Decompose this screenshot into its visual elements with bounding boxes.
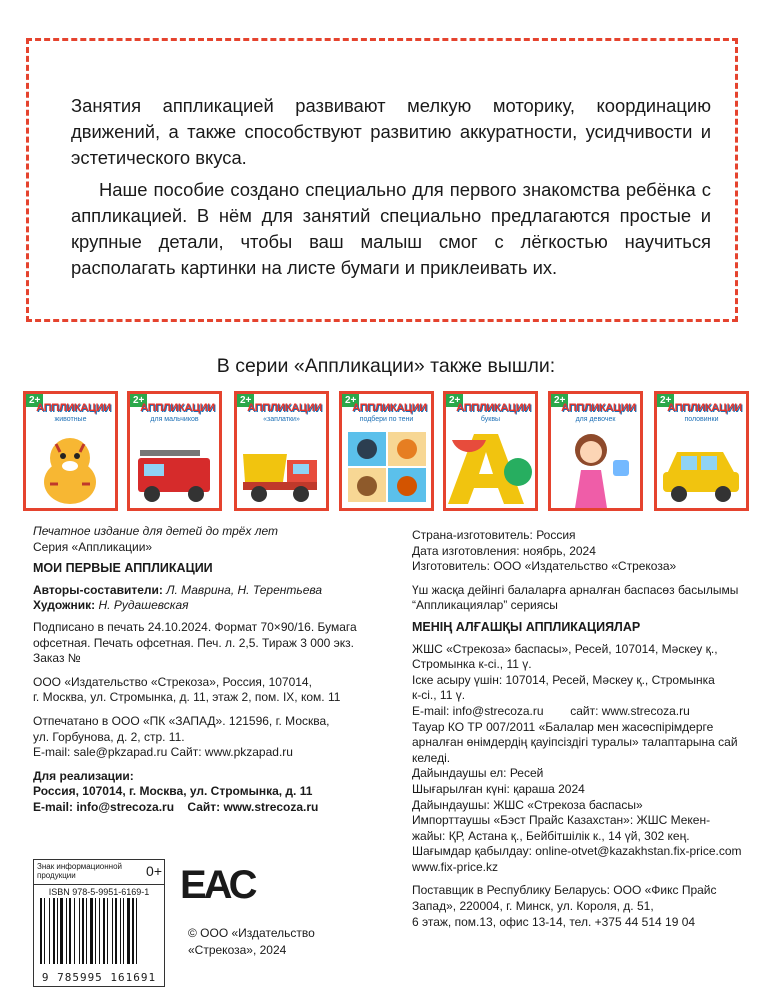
kz-edition: Үш жасқа дейінгі балаларға арналған баспасөз басылымы [412, 582, 739, 597]
book-title: АППЛИКАЦИИ [352, 402, 427, 414]
book-title: АППЛИКАЦИИ [561, 402, 636, 414]
book-subtitle: буквы [480, 416, 501, 423]
copyright-line-1: © ООО «Издательство [188, 926, 315, 940]
age-mark: 0+ [146, 863, 162, 879]
barcode-bar [60, 898, 63, 964]
printed-1: Отпечатано в ООО «ПК «ЗАПАД». 121596, г. Москва, [33, 713, 330, 728]
kz-line-5: Іске асыру үшін: 107014, Ресей, Мәскеу қ., Стромынка [412, 672, 715, 687]
book-cover-girls [548, 391, 643, 511]
age-badge: 2+ [26, 394, 43, 407]
age-badge: 2+ [237, 394, 254, 407]
printed-3: E-mail: sale@pkzapad.ru Сайт: www.pkzapad.ru [33, 745, 293, 760]
book-cover-patches [234, 391, 329, 511]
book-title: АППЛИКАЦИИ [667, 402, 742, 414]
book-title: АППЛИКАЦИИ [247, 402, 322, 414]
eac-mark: ЕАС [180, 863, 255, 907]
kz-line-16: Шағымдар қабылдау: online-otvet@kazakhstan.fix-price.com [412, 844, 742, 859]
book-cover-shadows [339, 391, 434, 511]
country: Страна-изготовитель: Россия [412, 528, 576, 542]
age-badge: 2+ [130, 394, 147, 407]
book-cover-letters [443, 391, 538, 511]
series-heading: В серии «Аппликации» также вышли: [216, 355, 556, 377]
kz-line-14: Импорттаушы «Бэст Прайс Казахстан»: ЖШС Мекен- [412, 813, 711, 828]
barcode-bar [99, 898, 100, 964]
manufacturer: Изготовитель: ООО «Издательство «Стрекоза» [412, 559, 677, 574]
age-badge: 2+ [657, 394, 674, 407]
kz-line-4: Стромынка к-сi., 11 ү. [412, 657, 532, 672]
sales-contacts: E-mail: info@strecoza.ru Сайт: www.strecoza.ru [33, 799, 319, 814]
kz-line-11: Дайындаушы ел: Ресей [412, 766, 544, 781]
kz-line-7: E-mail: info@strecoza.ru сайт: www.strecoza.ru [412, 703, 690, 718]
barcode-bar [44, 898, 45, 964]
book-cover-boys [127, 391, 222, 511]
barcode-bar [69, 898, 71, 964]
publisher-2: г. Москва, ул. Стромынка, д. 11, этаж 2, пом. IX, ком. 11 [33, 690, 341, 705]
kz-line-6: к-сі., 11 ү. [412, 688, 466, 703]
artist-label: Художник: [33, 598, 96, 613]
barcode-bar [136, 898, 137, 964]
barcode-bar [49, 898, 50, 964]
barcode-bar [120, 898, 121, 964]
book-cover-animals [23, 391, 118, 511]
intro-paragraph-1: Занятия аппликацией развивают мелкую моторику, координацию движений, а также способствуют развитию аккуратности, усидчивости и эстетического вкуса. [71, 95, 711, 168]
barcode-icon [40, 898, 160, 968]
sales-label: Для реализации: [33, 768, 134, 783]
edition-note: Печатное издание для детей до трёх лет [33, 524, 279, 538]
imprint-right [412, 528, 752, 930]
artist: Н. Рудашевская [98, 598, 189, 613]
manufacture-date: Дата изготовления: ноябрь, 2024 [412, 543, 596, 558]
authors-label: Авторы-составители: [33, 582, 163, 597]
barcode-bar [53, 898, 55, 964]
isbn: ISBN 978-5-9951-6169-1 [34, 884, 164, 897]
imprint-russian [33, 524, 393, 816]
barcode-bar [112, 898, 113, 964]
shadow-match-illustration [342, 424, 431, 508]
age-badge: 2+ [342, 394, 359, 407]
barcode-bar [57, 898, 58, 964]
barcode-bar [95, 898, 96, 964]
barcode-bar [90, 898, 93, 964]
barcode-bar [103, 898, 105, 964]
print-info-1: Подписано в печать 24.10.2024. Формат 70×90/16. Бумага [33, 619, 357, 634]
barcode-bar [66, 898, 67, 964]
barcode-bar [86, 898, 87, 964]
barcode-bar [132, 898, 134, 964]
kz-line-12: Шығарылған күні: қараша 2024 [412, 781, 585, 796]
intro-paragraph-2: Наше пособие создано специально для первого знакомства ребёнка с аппликацией. В нём для занятий специально предлагаются простые и крупные детали, чтобы ваш малыш смог с лёгкостью научиться располагать картинки на листе бумаги и приклеивать их. [71, 179, 711, 278]
info-product-label: Знак информационной продукции [37, 862, 122, 880]
book-subtitle: половинки [684, 416, 719, 423]
sales-address: Россия, 107014, г. Москва, ул. Стромынка, д. 11 [33, 784, 313, 799]
book-subtitle: для девочек [575, 416, 616, 423]
barcode-bar [74, 898, 75, 964]
kz-line-10: келеді. [412, 750, 451, 765]
kz-series: “Аппликациялар” сериясы [412, 598, 558, 613]
book-title: АППЛИКАЦИИ [140, 402, 215, 414]
age-badge: 2+ [446, 394, 463, 407]
barcode-bar [40, 898, 42, 964]
fire-truck-illustration [130, 424, 219, 508]
letter-a-illustration [446, 424, 535, 508]
barcode-bar [82, 898, 84, 964]
book-subtitle: животные [54, 416, 87, 423]
by-line-3: 6 этаж, пом.13, офис 13-14, тел. +375 44 514 19 04 [412, 914, 696, 929]
copyright [188, 925, 315, 959]
barcode-digits: 9 785995 161691 [41, 971, 157, 984]
kz-book-title: МЕНІҢ АЛҒАШҚЫ АППЛИКАЦИЯЛАР [412, 619, 641, 634]
barcode-bar [127, 898, 130, 964]
intro-box [26, 38, 738, 322]
print-info-3: Заказ № [33, 651, 81, 666]
book-title: АППЛИКАЦИИ [456, 402, 531, 414]
kz-line-15: жайы: ҚР, Астана қ., Бейбітшілік к., 14 үй, 302 кең. [412, 828, 690, 843]
series-line: Серия «Аппликации» [33, 539, 153, 554]
publisher-1: ООО «Издательство «Стрекоза», Россия, 107014, [33, 674, 312, 689]
by-line-1: Поставщик в Республику Беларусь: ООО «Фикс Прайс [412, 883, 717, 898]
book-cover-halves [654, 391, 749, 511]
book-title: МОИ ПЕРВЫЕ АППЛИКАЦИИ [33, 561, 213, 576]
barcode-block [33, 859, 165, 987]
barcode-bar [123, 898, 124, 964]
book-subtitle: «заплатки» [263, 416, 300, 423]
copyright-line-2: «Стрекоза», 2024 [188, 943, 287, 957]
barcode-bar [79, 898, 80, 964]
barcode-bar [115, 898, 117, 964]
book-subtitle: подбери по тени [359, 416, 414, 423]
taxi-illustration [657, 424, 746, 508]
authors: Л. Маврина, Н. Терентьева [166, 582, 323, 597]
kz-line-3: ЖШС «Стрекоза» баспасы», Ресей, 107014, Мәскеу қ., [412, 641, 718, 656]
book-title: АППЛИКАЦИИ [36, 402, 111, 414]
kz-line-9: арналған өнімдердің қауіпсіздігі туралы» талаптарына сай [412, 735, 738, 750]
print-info-2: офсетная. Печать офсетная. Печ. л. 2,5. Тираж 3 000 экз. [33, 635, 354, 650]
by-line-2: Запад», 220004, г. Минск, ул. Короля, д. 51, [412, 899, 654, 914]
age-badge: 2+ [551, 394, 568, 407]
kz-line-13: Дайындаушы: ЖШС «Стрекоза баспасы» [412, 797, 643, 812]
barcode-bar [107, 898, 108, 964]
kz-line-17: www.fix-price.kz [412, 859, 499, 874]
printed-2: ул. Горбунова, д. 2, стр. 11. [33, 729, 185, 744]
dump-truck-illustration [237, 424, 326, 508]
girl-illustration [551, 424, 640, 508]
kz-line-8: Тауар КО ТР 007/2011 «Балалар мен жасөспірімдерге [412, 719, 714, 734]
tiger-illustration [26, 424, 115, 508]
book-subtitle: для мальчиков [150, 416, 199, 423]
